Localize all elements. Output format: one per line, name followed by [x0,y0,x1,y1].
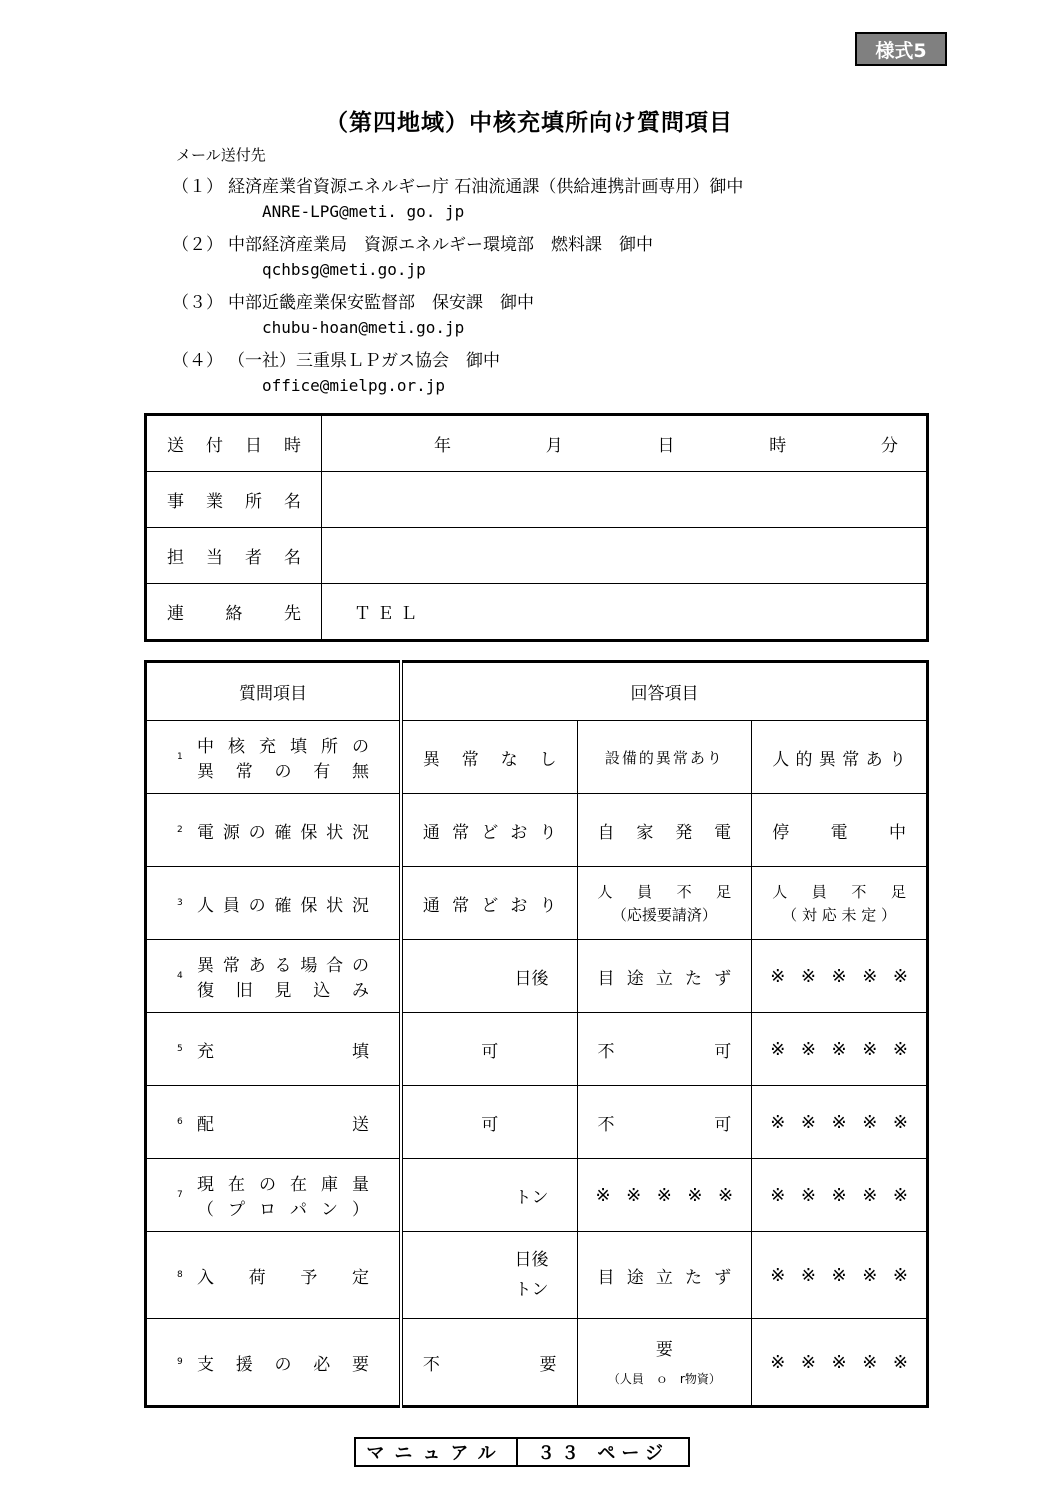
answer-text: 異 常 な し [422,749,557,770]
question-number: 4 [177,971,183,981]
answer-option-a2[interactable] [577,721,752,794]
answer-header: 回答項目 [401,662,928,721]
answer-text: （応援要請済） [611,906,717,924]
question-text: 中 核 充 填 所 の [197,737,369,757]
answer-text: 自 家 発 電 [597,822,732,843]
question-number: 7 [177,1190,183,1200]
question-text: 充 填 [197,1041,369,1062]
answer-text: 可 [481,1041,499,1062]
answer-text: トン [514,1187,549,1208]
answer-option-a2[interactable] [577,1232,752,1319]
answer-option-a3[interactable] [752,1086,928,1159]
answer-option-a1[interactable] [401,794,577,867]
placeholder-marks: ※ ※ ※ ※ ※ [770,965,908,987]
answer-option-a2[interactable] [577,1319,752,1407]
contact-field[interactable]: ＴＥＬ [322,584,928,641]
question-text: 入 荷 予 定 [197,1267,369,1288]
question-number: 5 [177,1044,183,1054]
table-row [146,940,928,1013]
answer-option-a1[interactable] [401,940,577,1013]
answer-option-a2[interactable] [577,1159,752,1232]
office-field[interactable] [322,472,928,528]
answer-text: （ 対 応 未 定 ） [782,906,897,924]
page-number: ３３ ページ [537,1443,669,1464]
answer-text: 通 常 ど お り [422,822,557,843]
answer-text: 目 途 立 た ず [597,968,732,989]
answer-text: 日後 [514,968,549,989]
table-row [146,1086,928,1159]
answer-option-a3[interactable] [752,1159,928,1232]
manual-label: マニュアル [356,1439,518,1465]
table-row [146,1013,928,1086]
answer-text: （人員 ｏ r物資） [607,1372,721,1386]
question-number: 6 [177,1117,183,1127]
page-title: （第四地域）中核充填所向け質問項目 [325,110,733,136]
recipient-2: （２） 中部経済産業局 資源エネルギー環境部 燃料課 御中 [172,235,653,255]
sender-info-table [144,413,929,642]
table-row [146,1159,928,1232]
answer-text: 要 [655,1340,673,1360]
answer-option-a3[interactable] [752,1319,928,1407]
question-number: 8 [177,1270,183,1280]
question-number: 2 [177,825,183,835]
answer-option-a1[interactable] [401,867,577,940]
answer-option-a1[interactable] [401,1319,577,1407]
answer-text: 人 員 不 足 [772,883,906,901]
question-text: 現 在 の 在 庫 量 [197,1175,369,1195]
question-text: 電 源 の 確 保 状 況 [197,822,369,843]
placeholder-marks: ※ ※ ※ ※ ※ [595,1184,734,1206]
answer-text: トン [514,1280,549,1300]
answer-text: 停 電 中 [772,822,906,843]
table-row [146,472,928,528]
date-label: 送 付 日 時 [146,415,322,472]
question-number: 1 [177,752,183,762]
answer-text: 通 常 ど お り [422,895,557,916]
recipient-1: （１） 経済産業省資源エネルギー庁 石油流通課（供給連携計画専用）御中 [172,177,744,197]
office-label: 事 業 所 名 [146,472,322,528]
question-cell [146,1319,401,1407]
answer-option-a2[interactable] [577,940,752,1013]
question-cell [146,1086,401,1159]
question-number: 9 [177,1357,183,1367]
answer-option-a1[interactable] [401,1159,577,1232]
question-cell [146,794,401,867]
recipient-3-email[interactable]: chubu-hoan@meti.go.jp [262,318,465,337]
answer-option-a1[interactable] [401,1086,577,1159]
table-row [146,1232,928,1319]
person-label: 担 当 者 名 [146,528,322,584]
table-row [146,867,928,940]
table-row [146,528,928,584]
question-text: 異 常 あ る 場 合 の [197,956,369,976]
answer-option-a3[interactable] [752,721,928,794]
table-row [146,721,928,794]
placeholder-marks: ※ ※ ※ ※ ※ [770,1351,908,1373]
question-text: 復 旧 見 込 み [197,981,369,1001]
page-footer [354,1437,690,1467]
recipient-4: （４） （一社）三重県ＬＰガス協会 御中 [172,351,500,371]
recipient-2-email[interactable]: qchbsg@meti.go.jp [262,260,426,279]
recipient-4-email[interactable]: office@mielpg.or.jp [262,376,446,395]
question-cell [146,721,401,794]
answer-option-a3[interactable] [752,1232,928,1319]
question-header: 質問項目 [146,662,401,721]
answer-text: 不 可 [597,1041,732,1062]
answer-option-a3[interactable] [752,1013,928,1086]
table-row [146,415,928,472]
recipient-1-email[interactable]: ANRE-LPG@meti. go. jp [262,202,465,221]
answer-option-a3[interactable] [752,940,928,1013]
answer-option-a1[interactable] [401,721,577,794]
placeholder-marks: ※ ※ ※ ※ ※ [770,1184,908,1206]
answer-text: 不 可 [597,1114,732,1135]
table-row [146,1319,928,1407]
question-cell [146,867,401,940]
question-cell [146,1232,401,1319]
question-cell [146,1013,401,1086]
date-field[interactable]: 年 月 日 時 分 [322,415,928,472]
contact-label: 連 絡 先 [146,584,322,641]
form-number-label: 様式5 [855,32,947,66]
answer-text: 目 途 立 た ず [597,1267,732,1288]
answer-text: 可 [481,1114,499,1135]
person-field[interactable] [322,528,928,584]
placeholder-marks: ※ ※ ※ ※ ※ [770,1264,908,1286]
answer-text: 設備的異常あり [604,748,724,767]
question-text: 支 援 の 必 要 [197,1354,369,1375]
question-cell [146,1159,401,1232]
question-cell [146,940,401,1013]
answer-text: 人 的 異 常 あ り [772,749,906,770]
answer-option-a3[interactable] [752,794,928,867]
question-table [144,660,929,1408]
answer-option-a1[interactable] [401,1232,577,1319]
answer-option-a2[interactable] [577,1013,752,1086]
answer-option-a2[interactable] [577,1086,752,1159]
table-row [146,794,928,867]
table-header-row [146,662,928,721]
answer-option-a3[interactable] [752,867,928,940]
question-text: 配 送 [197,1114,369,1135]
answer-text: 人 員 不 足 [597,883,732,901]
answer-option-a2[interactable] [577,867,752,940]
question-text: 異 常 の 有 無 [197,762,369,782]
answer-text: 不 要 [422,1354,557,1375]
answer-option-a1[interactable] [401,1013,577,1086]
question-text: （ プ ロ パ ン ） [197,1200,369,1220]
placeholder-marks: ※ ※ ※ ※ ※ [770,1038,908,1060]
mail-heading: メール送付先 [176,146,266,164]
question-number: 3 [177,898,183,908]
answer-option-a2[interactable] [577,794,752,867]
question-text: 人 員 の 確 保 状 況 [197,895,369,916]
placeholder-marks: ※ ※ ※ ※ ※ [770,1111,908,1133]
answer-text: 日後 [514,1250,549,1270]
recipient-3: （３） 中部近畿産業保安監督部 保安課 御中 [172,293,534,313]
table-row [146,584,928,641]
